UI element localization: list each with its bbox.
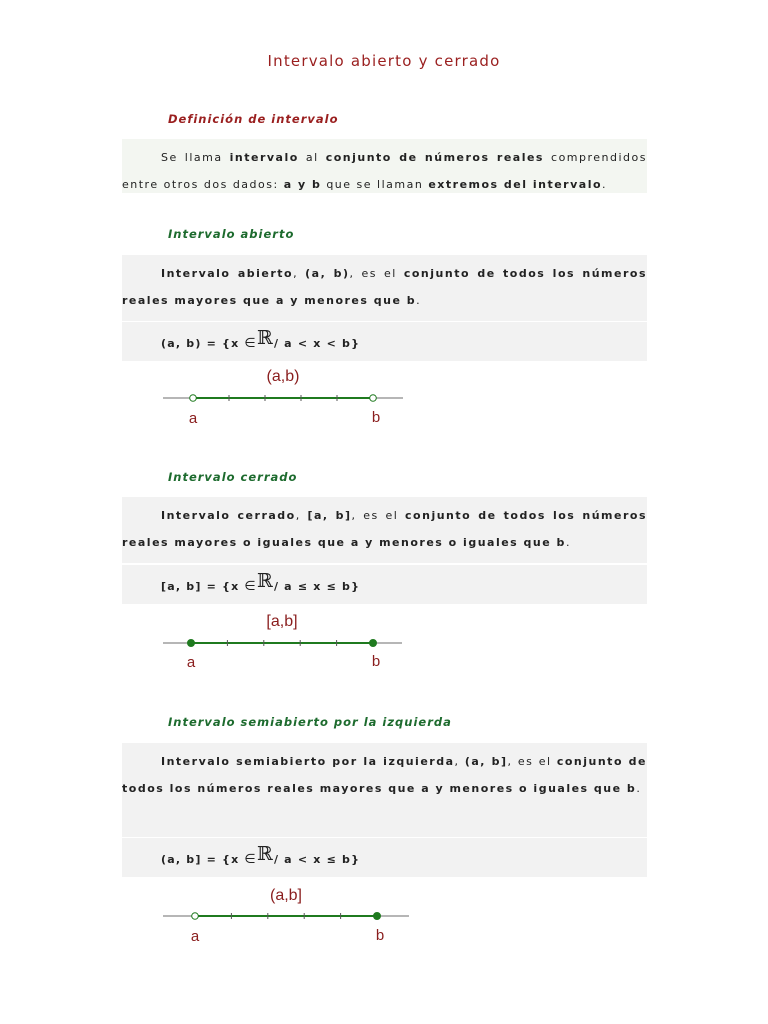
semiabierto-endpoint-a [192, 913, 199, 920]
abierto-endpoint-b [370, 395, 377, 402]
half-open-interval-formula: (a, b] = {x ∈ℝ/ a < x ≤ b} [122, 838, 647, 877]
cerrado-endpoint-b [370, 640, 377, 647]
open-interval-formula: (a, b) = {x ∈ℝ/ a < x < b} [122, 322, 647, 361]
open-interval-text: Intervalo abierto, (a, b), es el conjunto de todos los números reales mayores que a y menores que b. [122, 267, 648, 307]
abierto-point-a-label: a [188, 410, 198, 427]
cerrado-point-b-label: b [371, 653, 381, 670]
cerrado-endpoint-a [188, 640, 195, 647]
abierto-point-b-label: b [371, 409, 381, 426]
semiabierto-endpoint-b [374, 913, 381, 920]
semiabierto-point-a-label: a [190, 928, 200, 945]
page-title: Intervalo abierto y cerrado [267, 52, 501, 70]
closed-interval-heading: Intervalo cerrado [168, 470, 298, 484]
closed-interval-formula: [a, b] = {x ∈ℝ/ a ≤ x ≤ b} [122, 565, 647, 604]
cerrado-interval-label: [a,b] [266, 613, 298, 630]
open-interval-heading: Intervalo abierto [168, 227, 295, 241]
abierto-interval-label: (a,b) [266, 368, 300, 385]
half-open-interval-text: Intervalo semiabierto por la izquierda, (a, b], es el conjunto de todos los números reales mayores que a y menores o iguales que b. [122, 755, 647, 795]
semiabierto-point-b-label: b [375, 927, 385, 944]
definition-text: Se llama intervalo al conjunto de números reales comprendidos entre otros dos dados: a y b que se llaman extremos del intervalo. [122, 151, 647, 191]
closed-interval-text: Intervalo cerrado, [a, b], es el conjunto de todos los números reales mayores o iguales que a y menores o iguales que b. [122, 509, 648, 549]
cerrado-point-a-label: a [186, 654, 196, 671]
half-open-interval-heading: Intervalo semiabierto por la izquierda [168, 715, 452, 729]
semiabierto-interval-label: (a,b] [269, 887, 303, 904]
definition-heading: Definición de intervalo [168, 112, 339, 126]
abierto-endpoint-a [190, 395, 197, 402]
